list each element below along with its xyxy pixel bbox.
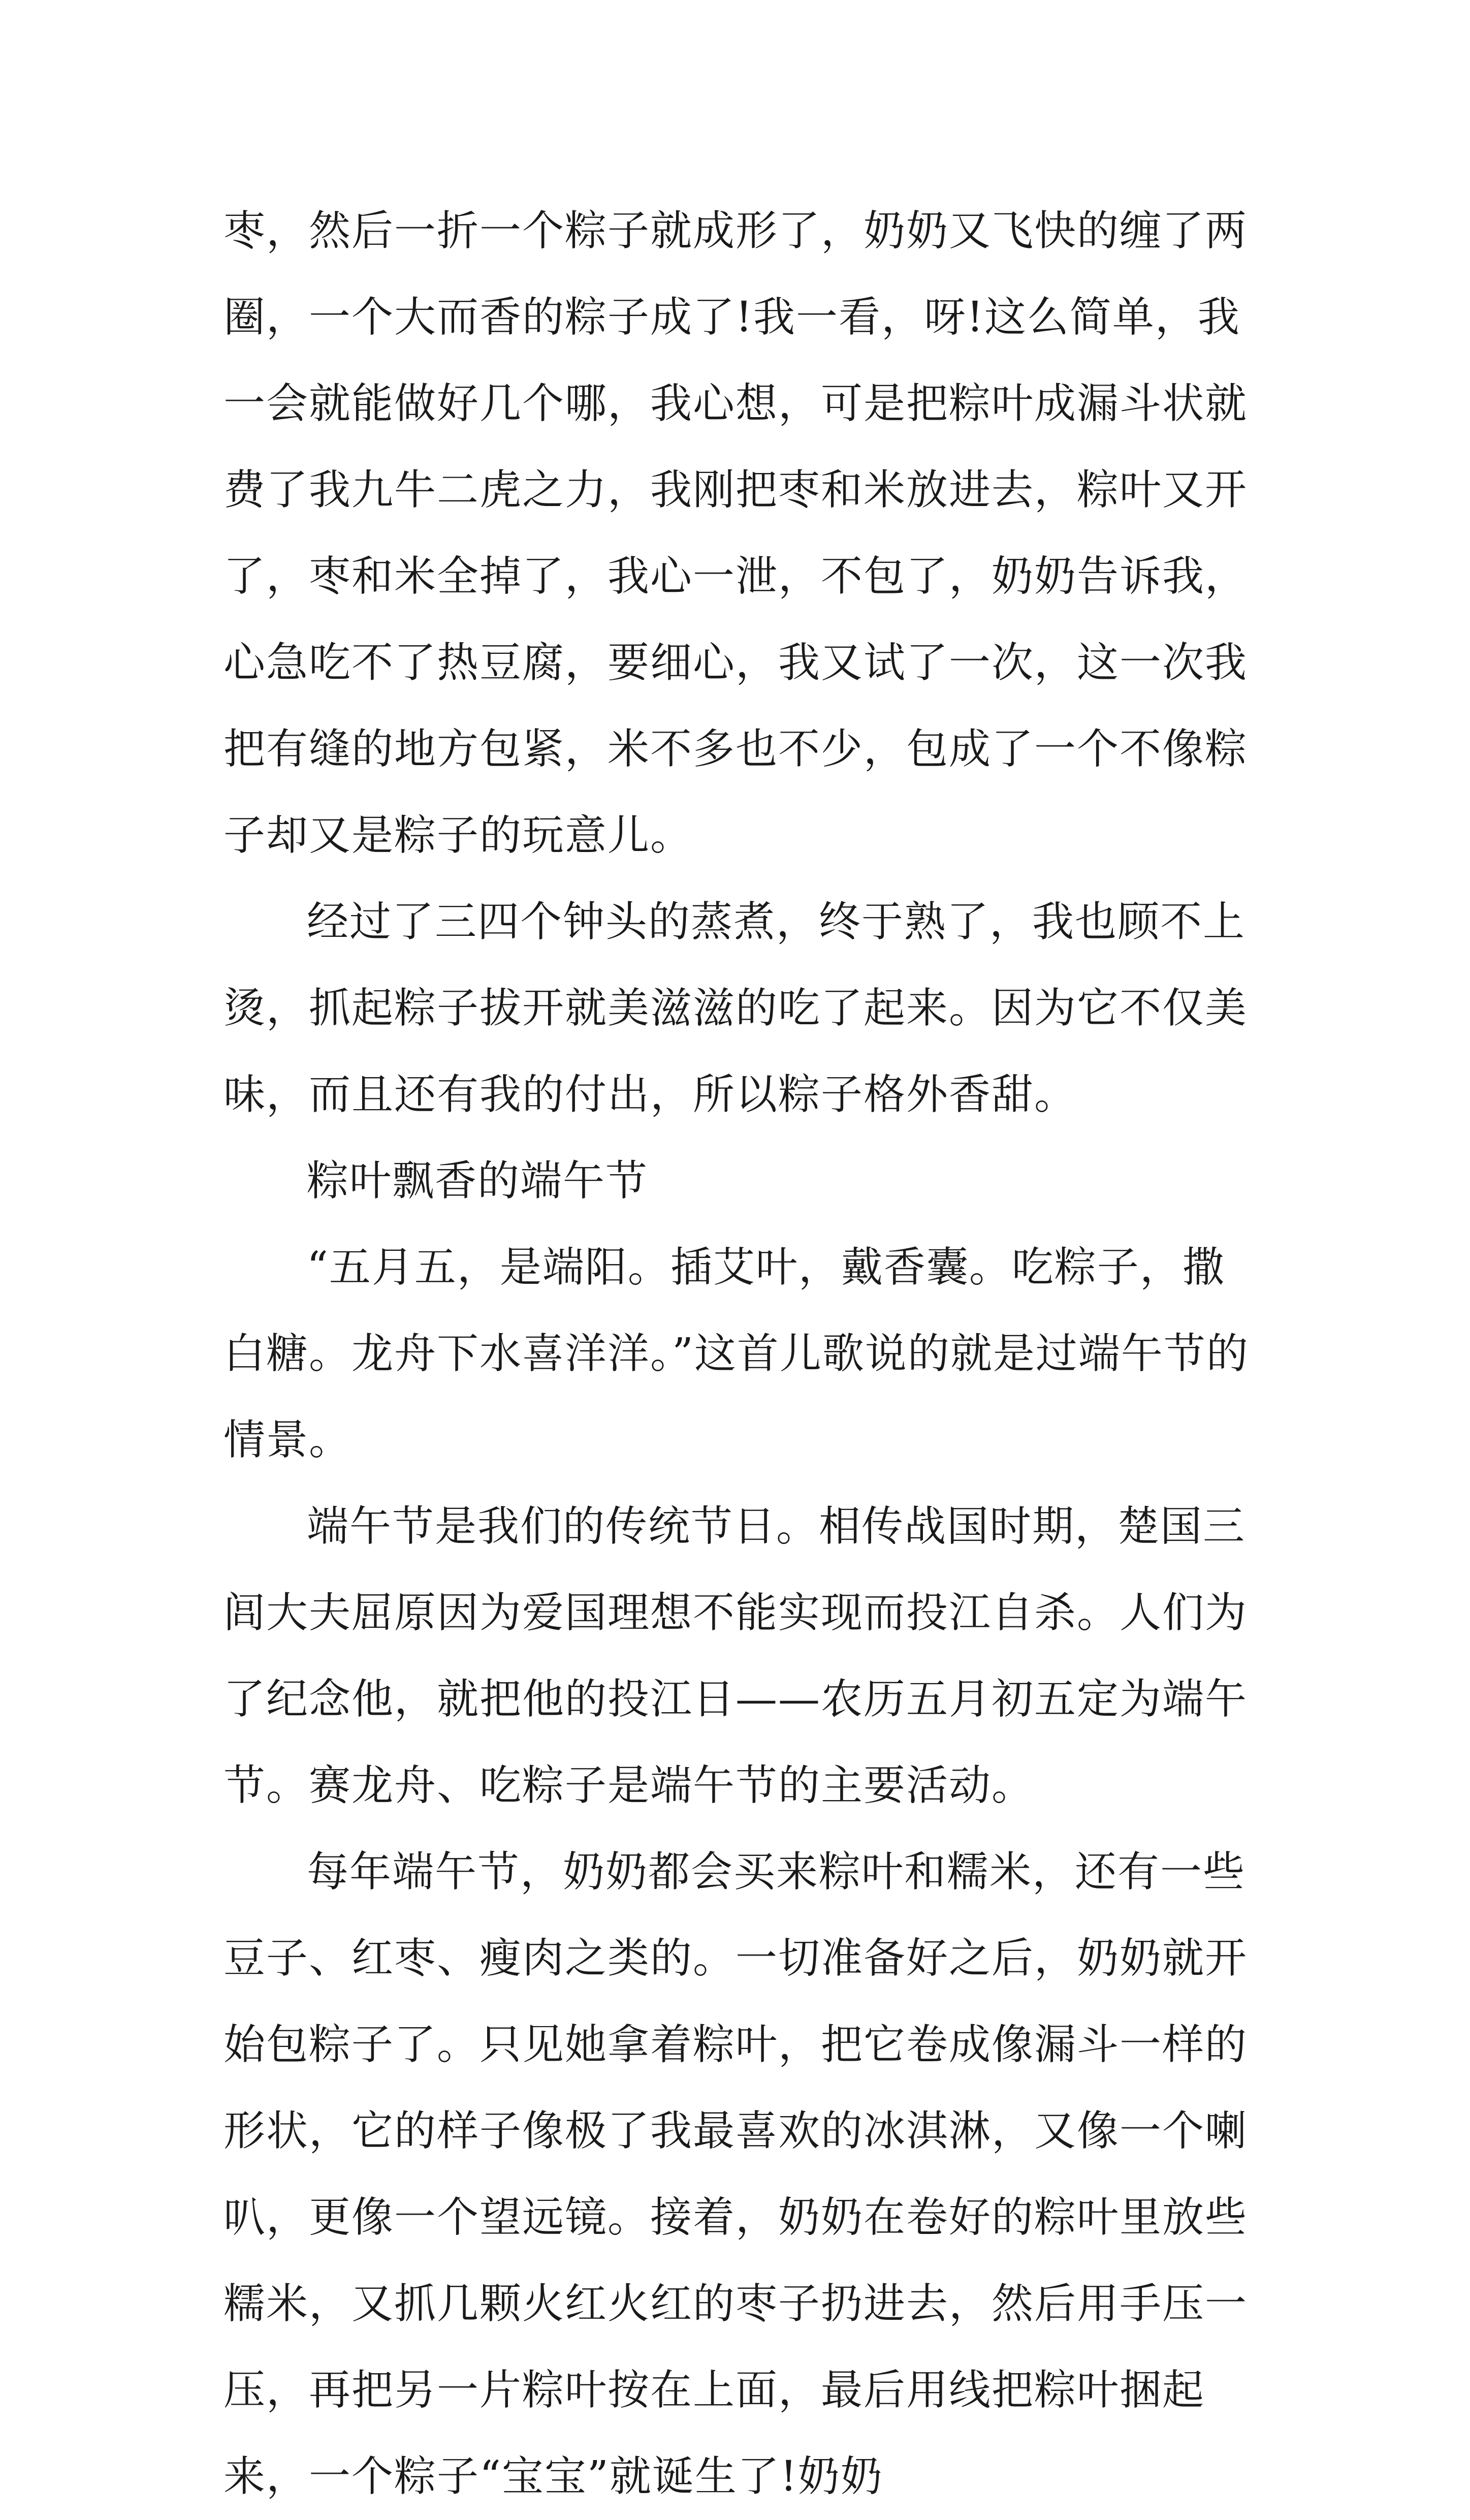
paragraph-5: 每年端午节，奶奶都会买来粽叶和糯米，还有一些豆子、红枣、瘦肉之类的。一切准备好之后，奶奶就开始包粽子了。只见她拿着粽叶，把它卷成像漏斗一样的形状，它的样子像极了我最喜欢的冰淇淋，又像一个喇叭，更像一个望远镜。接着，奶奶在卷好的粽叶里放些糯米，又抓几颗火红火红的枣子扔进去，然后用手压一压，再把另一片粽叶按在上面，最后用线把粽叶捆起来，一个粽子“宝宝”就诞生了!奶奶 xyxy=(223,1848,1248,2501)
paragraph-1: 枣，然后一折一个粽子就成形了，奶奶又飞快的缠了两圈，一个大而香的粽子成了!我一看，呀!这么简单，我一会就能做好几个哪，我心想，可是把粽叶成漏斗状就费了我九牛二虎之力，我刚把枣和米放进去，粽叶又开了，枣和米全掉了，我心一泄，不包了，奶奶告诉我，心急吃不了热豆腐，要细心，我又试了一次，这一次我把有缝的地方包紧，米不多也不少，包成了一个不像粽子却又是粽子的玩意儿。 xyxy=(223,207,1248,860)
paragraph-3: “五月五，是端阳。插艾叶，戴香囊。吃粽子，撒白糖。龙舟下水喜洋洋。”这首儿歌说的就是过端午节的情景。 xyxy=(223,1243,1249,1464)
paragraph-2: 经过了三四个钟头的蒸煮，终于熟了，我也顾不上烫，抓起粽子拔开就美滋滋的吃了起来。因为它不仅美味，而且还有我的付出，所以粽子格外香甜。 xyxy=(223,898,1248,1119)
document-body xyxy=(223,188,1250,2520)
paragraph-4: 端午节是我们的传统节日。相传战国时期，楚国三闾大夫屈原因为爱国理想不能实现而投江自杀。人们为了纪念他，就把他的投江日——农历五月初五定为端午节。赛龙舟、吃粽子是端午节的主要活动。 xyxy=(223,1502,1248,1810)
section-heading: 粽叶飘香的端午节 xyxy=(307,1157,649,1205)
